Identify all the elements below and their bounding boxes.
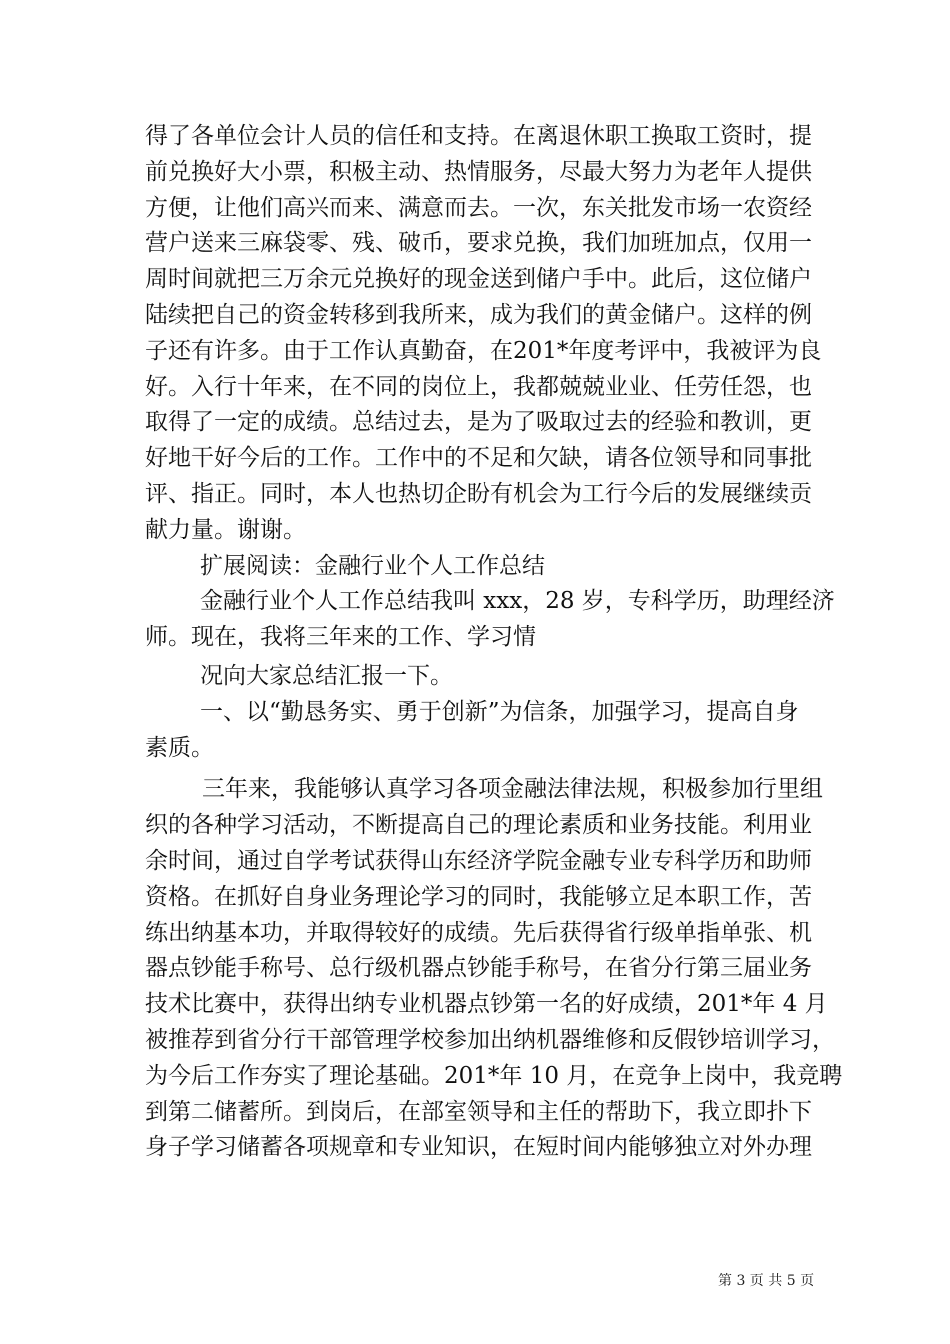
text-line: 取得了一定的成绩。总结过去，是为了吸取过去的经验和教训，更 [145,409,812,436]
text-line: 子还有许多。由于工作认真勤奋，在201*年度考评中，我被评为良 [145,337,822,364]
text-line: 前兑换好大小票，积极主动、热情服务，尽最大努力为老年人提供 [145,158,812,185]
text-line: 练出纳基本功，并取得较好的成绩。先后获得省行级单指单张、机 [145,919,812,946]
text-line: 技术比赛中，获得出纳专业机器点钞第一名的好成绩，201*年 4 月 [145,991,828,1018]
text-line: 师。现在，我将三年来的工作、学习情 [145,624,536,651]
text-line: 好。入行十年来，在不同的岗位上，我都兢兢业业、任劳任怨，也 [145,373,812,400]
text-line: 身子学习储蓄各项规章和专业知识，在短时间内能够独立对外办理 [145,1134,812,1161]
section-heading: 一、以“勤恳务实、勇于创新”为信条，加强学习，提高自身 [200,698,799,725]
text-line: 营户送来三麻袋零、残、破币，要求兑换，我们加班加点，仅用一 [145,230,812,257]
text-line: 献力量。谢谢。 [145,516,306,543]
text-line: 余时间，通过自学考试获得山东经济学院金融专业专科学历和助师 [145,847,812,874]
extended-reading-heading: 扩展阅读：金融行业个人工作总结 [200,552,545,579]
text-line: 织的各种学习活动，不断提高自己的理论素质和业务技能。利用业 [145,812,812,839]
text-line: 陆续把自己的资金转移到我所来，成为我们的黄金储户。这样的例 [145,301,812,328]
text-line: 方便，让他们高兴而来、满意而去。一次，东关批发市场一农资经 [145,194,812,221]
page-number-footer: 第 3 页 共 5 页 [718,1273,815,1289]
text-line: 到第二储蓄所。到岗后，在部室领导和主任的帮助下，我立即扑下 [145,1098,812,1125]
text-line: 三年来，我能够认真学习各项金融法律法规，积极参加行里组 [202,776,823,803]
text-line: 资格。在抓好自身业务理论学习的同时，我能够立足本职工作，苦 [145,883,812,910]
text-line: 况向大家总结汇报一下。 [200,662,453,689]
text-line: 周时间就把三万余元兑换好的现金送到储户手中。此后，这位储户 [145,266,812,293]
text-line: 素质。 [145,734,214,761]
text-line: 为今后工作夯实了理论基础。201*年 10 月，在竞争上岗中，我竞聘 [145,1062,843,1089]
text-line: 被推荐到省分行干部管理学校参加出纳机器维修和反假钞培训学习， [145,1026,835,1053]
text-line: 好地干好今后的工作。工作中的不足和欠缺，请各位领导和同事批 [145,445,812,472]
text-line: 金融行业个人工作总结我叫 xxx，28 岁，专科学历，助理经济 [200,588,835,615]
text-line: 器点钞能手称号、总行级机器点钞能手称号，在省分行第三届业务 [145,955,812,982]
paragraph-continued [145,119,843,1166]
text-line: 评、指正。同时，本人也热切企盼有机会为工行今后的发展继续贡 [145,480,812,507]
text-line: 得了各单位会计人员的信任和支持。在离退休职工换取工资时，提 [145,123,812,149]
